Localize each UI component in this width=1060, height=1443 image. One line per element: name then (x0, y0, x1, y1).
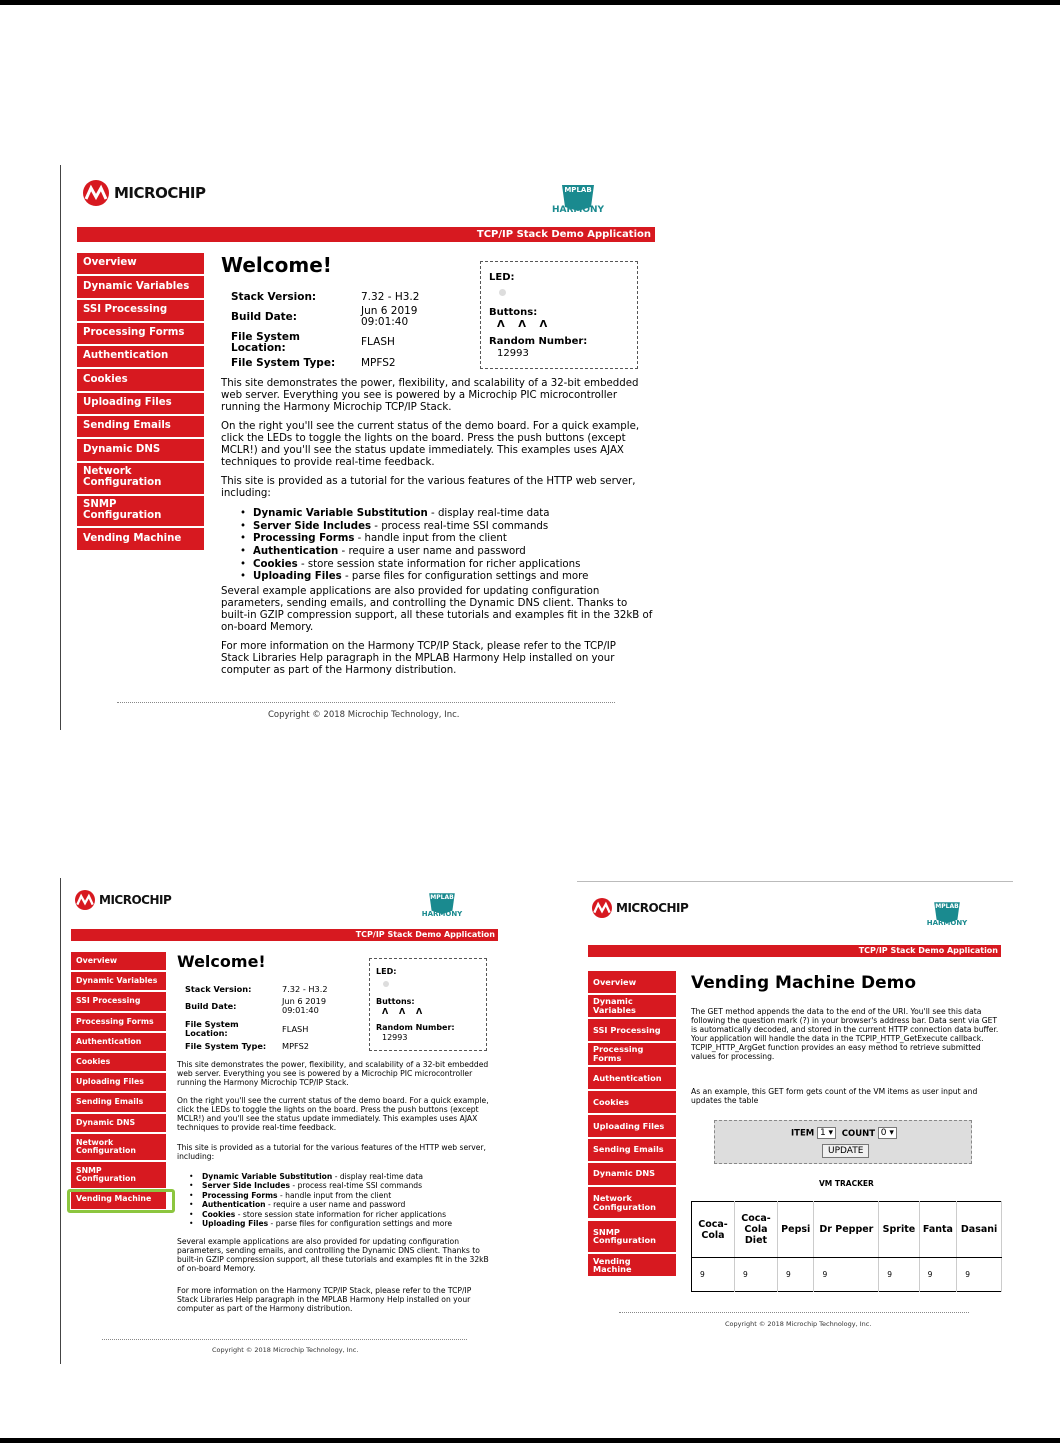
feature-description: - process real-time SSI commands (290, 1181, 423, 1191)
microchip-logo-icon (82, 180, 110, 206)
column-header: Pepsi (778, 1202, 814, 1258)
page-title: Vending Machine Demo (691, 973, 917, 993)
fs-location-value: FLASH (282, 1024, 309, 1034)
status-paragraph: On the right you'll see the current status of the demo board. For a quick example, click the LEDs to toggle the lights on the board. Press the push buttons (except MCLR!) and you'll see the status update immediately. This examples uses AJAX techniques to provide real-time feedback. (221, 421, 640, 469)
feature-name: Dynamic Variable Substitution (202, 1172, 333, 1181)
status-paragraph: On the right you'll see the current status of the demo board. For a quick example, click the LEDs to toggle the lights on the board. Press the push buttons (except MCLR!) and you'll see the status update immediately. This examples uses AJAX techniques to provide real-time feedback. (177, 1096, 489, 1132)
more-info-paragraph: For more information on the Harmony TCP/IP Stack, please refer to the TCP/IP Stack Libraries Help paragraph in the MPLAB Harmony Help installed on your computer as part of the Harmony distribution. (177, 1286, 472, 1313)
sidebar-item-sending-emails[interactable]: Sending Emails (77, 416, 204, 437)
buttons-label: Buttons: (376, 997, 415, 1006)
feature-list (253, 508, 653, 584)
button-states: Λ Λ Λ (497, 319, 553, 330)
led-label: LED: (489, 272, 515, 283)
microchip-logo: MICROCHIP (591, 898, 688, 918)
bottom-rule (0, 1438, 1060, 1443)
status-box (480, 261, 638, 369)
feature-list (202, 1172, 497, 1228)
feature-name: Uploading Files (253, 571, 342, 583)
column-header: Fanta (919, 1202, 957, 1258)
feature-name: Uploading Files (202, 1219, 269, 1229)
sidebar-item-vending-machine[interactable]: Vending Machine (77, 528, 204, 549)
sidebar-item-overview[interactable]: Overview (77, 253, 204, 274)
build-time-value: 09:01:40 (361, 316, 409, 328)
feature-item (253, 521, 653, 534)
sidebar-item-authentication[interactable]: Authentication (71, 1033, 166, 1051)
feature-name: Server Side Includes (202, 1181, 291, 1191)
window-top-edge (577, 881, 1013, 882)
sidebar-item-dynamic-dns[interactable]: Dynamic DNS (588, 1163, 676, 1185)
fs-location-label-2: Location: (185, 1028, 228, 1038)
random-number-value: 12993 (497, 348, 529, 359)
footer-divider (102, 1339, 467, 1340)
count-select[interactable]: 0 ▾ (878, 1127, 897, 1139)
sidebar-item-overview[interactable]: Overview (588, 971, 676, 993)
table-cell: 9 (735, 1258, 778, 1292)
stack-version-value: 7.32 - H3.2 (282, 984, 328, 994)
sidebar-item-authentication[interactable]: Authentication (77, 346, 204, 367)
intro-paragraph: This site demonstrates the power, flexibility, and scalability of a 32-bit embedded web server. Everything you see is powered by a Microchip PIC microcontroller running the Harmony Microchip TCP/IP Stack. (177, 1060, 489, 1087)
count-label: COUNT (841, 1128, 876, 1139)
random-number-value: 12993 (382, 1033, 408, 1042)
stack-version-value: 7.32 - H3.2 (361, 291, 420, 303)
led-label: LED: (376, 967, 397, 976)
fs-location-label-1: File System (231, 331, 300, 343)
sidebar-item-vending-machine[interactable]: Vending Machine (588, 1254, 676, 1276)
vm-tracker-table (691, 1201, 1002, 1292)
feature-description: - parse files for configuration settings and more (268, 1219, 452, 1229)
feature-description: - handle input from the client (354, 533, 507, 545)
sidebar-item-sending-emails[interactable]: Sending Emails (588, 1139, 676, 1161)
column-header: Dasani (957, 1202, 1002, 1258)
feature-item (202, 1219, 497, 1228)
table-cell: 9 (778, 1258, 814, 1292)
feature-name: Authentication (202, 1200, 266, 1210)
feature-item (253, 533, 653, 546)
page-title: Welcome! (177, 952, 266, 971)
vm-tracker-title: VM TRACKER (819, 1179, 874, 1188)
sidebar-item-snmp-configuration[interactable]: SNMP Configuration (588, 1221, 676, 1253)
footer-divider (117, 702, 615, 703)
sidebar-item-processing-forms[interactable]: Processing Forms (71, 1013, 166, 1031)
tutorial-paragraph: This site is provided as a tutorial for the various features of the HTTP web server, including: (177, 1143, 486, 1161)
sidebar-item-sending-emails[interactable]: Sending Emails (71, 1093, 166, 1111)
feature-description: - process real-time SSI commands (371, 520, 549, 532)
update-button[interactable]: UPDATE (822, 1144, 869, 1158)
get-method-paragraph: The GET method appends the data to the end of the URI. You'll see this data following the question mark (?) in your browser's address bar. Data sent via GET is automatically decoded, and stored in the current HTTP connection data buffer. Your application will handle the data in the TCPIP_HTTP_GetExecute callback. TCPIP_HTTP_ArgGet function provides an easy method to retrieve submitted values for processing. (691, 1007, 999, 1061)
mplab-harmony-logo: MPLAB HARMONY (546, 181, 610, 215)
sidebar-nav (77, 253, 204, 552)
column-header: Coca-Cola Diet (735, 1202, 778, 1258)
table-cell: 9 (957, 1258, 1002, 1292)
mplab-harmony-logo: MPLAB HARMONY (416, 890, 468, 918)
feature-name: Processing Forms (253, 533, 355, 545)
mplab-harmony-logo: MPLAB HARMONY (921, 899, 973, 927)
stack-version-label: Stack Version: (231, 291, 317, 303)
examples-paragraph: Several example applications are also provided for updating configuration parameters, sending emails, and controlling the Dynamic DNS client. Thanks to built-in GZIP compression support, all these tutorials and examples fit in the 32kB of on-board Memory. (221, 586, 653, 634)
sidebar-item-ssi-processing[interactable]: SSI Processing (71, 992, 166, 1010)
feature-item (202, 1191, 497, 1200)
build-time-value: 09:01:40 (282, 1005, 319, 1015)
microchip-logo-icon (591, 898, 613, 918)
sidebar-item-processing-forms[interactable]: Processing Forms (588, 1043, 676, 1065)
footer-divider (619, 1312, 969, 1313)
sidebar-nav (588, 971, 676, 1278)
sidebar-item-uploading-files[interactable]: Uploading Files (77, 393, 204, 414)
fs-type-value: MPFS2 (282, 1041, 309, 1051)
vending-machine-highlight (67, 1189, 175, 1213)
sidebar-item-cookies[interactable]: Cookies (588, 1091, 676, 1113)
feature-item (253, 546, 653, 559)
sidebar-item-cookies[interactable]: Cookies (71, 1053, 166, 1071)
feature-item (202, 1172, 497, 1181)
table-cell: 9 (919, 1258, 957, 1292)
fs-location-label-1: File System (185, 1019, 239, 1029)
sidebar-nav (71, 952, 166, 1211)
sidebar-item-dynamic-dns[interactable]: Dynamic DNS (77, 439, 204, 460)
sidebar-item-snmp-configuration[interactable]: SNMP Configuration (77, 496, 204, 527)
fs-type-value: MPFS2 (361, 357, 396, 369)
app-banner: TCP/IP Stack Demo Application (588, 945, 1001, 957)
example-paragraph: As an example, this GET form gets count of the VM items as user input and updates the table (691, 1087, 978, 1105)
feature-description: - require a user name and password (338, 545, 526, 557)
led-indicator[interactable] (499, 289, 506, 296)
status-box (369, 958, 487, 1051)
intro-paragraph: This site demonstrates the power, flexibility, and scalability of a 32-bit embedded web server. Everything you see is powered by a Microchip PIC microcontroller running the Harmony Microchip TCP/IP Stack. (221, 378, 639, 414)
sidebar-item-dynamic-variables[interactable]: Dynamic Variables (77, 276, 204, 297)
fs-type-label: File System Type: (231, 357, 336, 369)
screenshot-vending-machine (577, 881, 1013, 1333)
microchip-logo: MICROCHIP (74, 890, 171, 910)
column-header: Sprite (879, 1202, 919, 1258)
random-number-label: Random Number: (489, 336, 588, 347)
sidebar-item-authentication[interactable]: Authentication (588, 1067, 676, 1089)
screenshot-overview-large (60, 165, 660, 730)
feature-description: - parse files for configuration settings and more (341, 571, 589, 583)
build-date-label: Build Date: (185, 1001, 237, 1011)
tutorial-paragraph: This site is provided as a tutorial for the various features of the HTTP web server, including: (221, 476, 636, 500)
button-states: Λ Λ Λ (382, 1007, 427, 1016)
buttons-label: Buttons: (489, 307, 538, 318)
table-cell: 9 (879, 1258, 919, 1292)
vm-form (714, 1120, 972, 1164)
top-rule (0, 0, 1060, 5)
sidebar-item-uploading-files[interactable]: Uploading Files (588, 1115, 676, 1137)
feature-item (202, 1200, 497, 1209)
led-indicator[interactable] (383, 981, 389, 987)
sidebar-item-network-configuration[interactable]: Network Configuration (71, 1134, 166, 1160)
feature-name: Dynamic Variable Substitution (253, 508, 428, 519)
table-cell: 9 (692, 1258, 735, 1292)
microchip-logo: MICROCHIP (82, 180, 205, 206)
feature-name: Cookies (202, 1209, 236, 1219)
feature-description: - store session state information for richer applications (235, 1209, 447, 1219)
screenshot-overview-small (60, 878, 500, 1364)
sidebar-item-uploading-files[interactable]: Uploading Files (71, 1073, 166, 1091)
sidebar-item-vending-machine[interactable]: Vending Machine (71, 1190, 166, 1208)
feature-name: Cookies (253, 558, 298, 570)
item-label: ITEM (791, 1128, 815, 1139)
feature-description: - store session state information for richer applications (297, 558, 581, 570)
build-date-label: Build Date: (231, 311, 297, 323)
build-date-value: Jun 6 2019 (282, 996, 327, 1006)
sidebar-item-dynamic-dns[interactable]: Dynamic DNS (71, 1114, 166, 1132)
sidebar-item-overview[interactable]: Overview (71, 952, 166, 970)
sidebar-item-ssi-processing[interactable]: SSI Processing (588, 1019, 676, 1041)
copyright: Copyright © 2018 Microchip Technology, Inc. (725, 1320, 872, 1328)
copyright: Copyright © 2018 Microchip Technology, Inc. (212, 1346, 359, 1354)
app-banner: TCP/IP Stack Demo Application (77, 227, 655, 242)
feature-item (202, 1210, 497, 1219)
sidebar-item-network-configuration[interactable]: Network Configuration (77, 463, 204, 494)
app-banner: TCP/IP Stack Demo Application (71, 929, 498, 941)
feature-item (253, 508, 653, 521)
copyright: Copyright © 2018 Microchip Technology, Inc. (268, 710, 460, 720)
sidebar-item-processing-forms[interactable]: Processing Forms (77, 323, 204, 344)
fs-location-value: FLASH (361, 336, 395, 348)
column-header: Dr Pepper (814, 1202, 879, 1258)
fs-type-label: File System Type: (185, 1041, 267, 1051)
table-header-row (692, 1202, 1002, 1258)
fs-location-label-2: Location: (231, 342, 286, 354)
page-title: Welcome! (221, 253, 332, 277)
sidebar-item-network-configuration[interactable]: Network Configuration (588, 1187, 676, 1219)
sidebar-item-dynamic-variables[interactable]: Dynamic Variables (588, 995, 676, 1017)
feature-description: - display real-time data (427, 508, 550, 519)
examples-paragraph: Several example applications are also provided for updating configuration parameters, sending emails, and controlling the Dynamic DNS client. Thanks to built-in GZIP compression support, all these tutorials and examples fit in the 32kB of on-board Memory. (177, 1237, 489, 1273)
feature-name: Server Side Includes (253, 520, 372, 532)
stack-version-label: Stack Version: (185, 984, 252, 994)
feature-description: - require a user name and password (265, 1200, 406, 1210)
table-cell: 9 (814, 1258, 879, 1292)
feature-name: Authentication (253, 545, 339, 557)
feature-item (253, 559, 653, 572)
sidebar-item-cookies[interactable]: Cookies (77, 369, 204, 390)
sidebar-item-ssi-processing[interactable]: SSI Processing (77, 300, 204, 321)
feature-item (253, 571, 653, 584)
more-info-paragraph: For more information on the Harmony TCP/IP Stack, please refer to the TCP/IP Stack Libraries Help paragraph in the MPLAB Harmony Help installed on your computer as part of the Harmony distribution. (221, 641, 616, 677)
item-select[interactable]: 1 ▾ (817, 1127, 836, 1139)
feature-description: - handle input from the client (277, 1190, 392, 1200)
random-number-label: Random Number: (376, 1023, 455, 1032)
feature-name: Processing Forms (202, 1190, 278, 1200)
build-date-value: Jun 6 2019 (361, 305, 418, 317)
feature-description: - display real-time data (332, 1172, 424, 1181)
table-row (692, 1258, 1002, 1292)
microchip-logo-icon (74, 890, 96, 910)
column-header: Coca-Cola (692, 1202, 735, 1258)
sidebar-item-dynamic-variables[interactable]: Dynamic Variables (71, 972, 166, 990)
feature-item (202, 1181, 497, 1190)
sidebar-item-snmp-configuration[interactable]: SNMP Configuration (71, 1162, 166, 1188)
